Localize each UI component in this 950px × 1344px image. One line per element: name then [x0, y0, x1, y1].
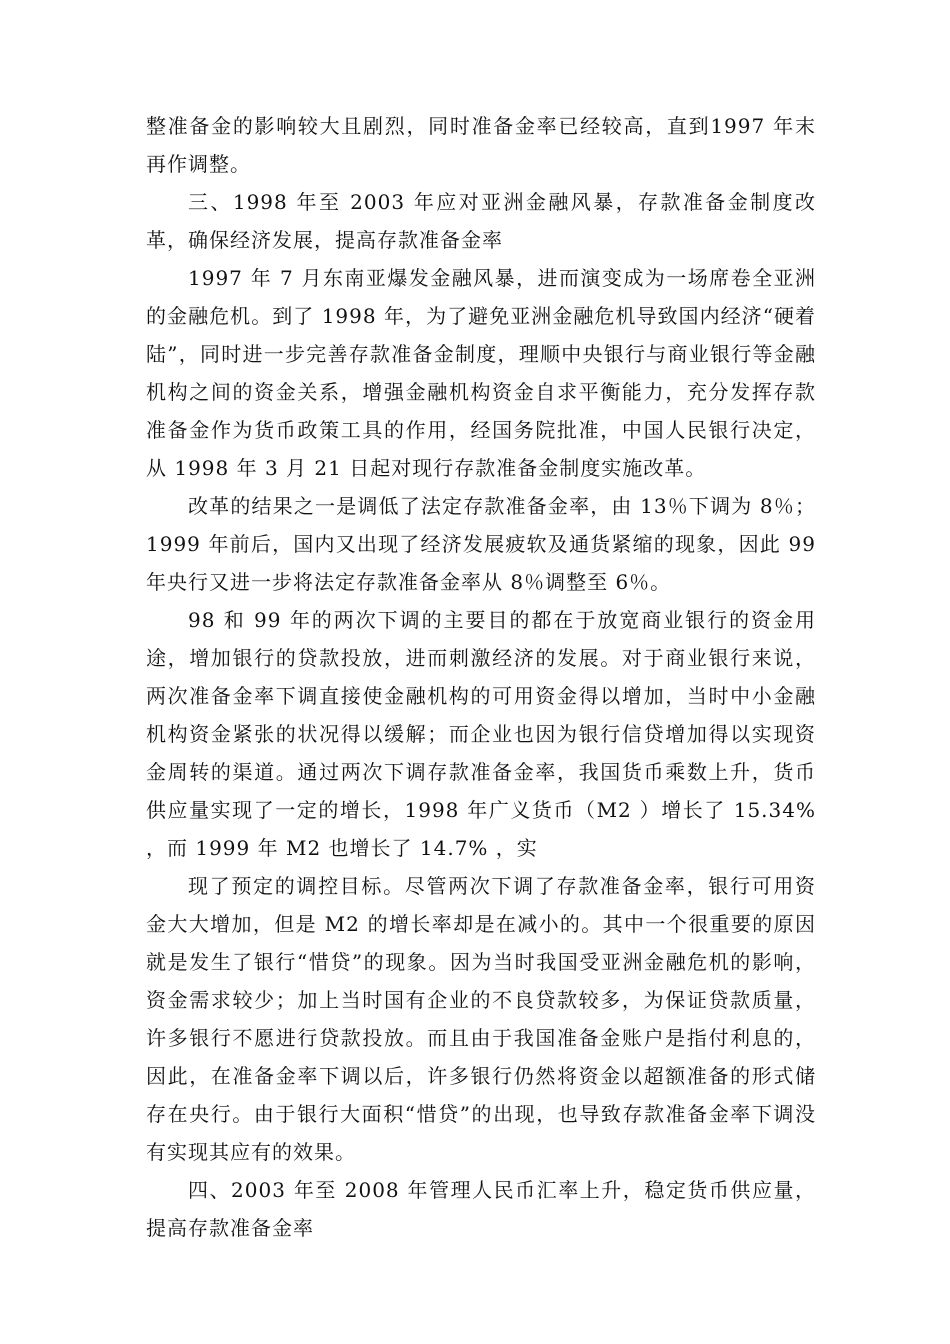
- paragraph-reluctant-lending: 现了预定的调控目标。尽管两次下调了存款准备金率，银行可用资金大大增加，但是 M2 的增长率却是在减小的。其中一个很重要的原因就是发生了银行“惜贷”的现象。因为当时我国受亚洲金融危机的影响，资金需求较少；加上当时国有企业的不良贷款较多，为保证贷款质量，许多银行不愿进行贷款投放。而且由于我国准备金账户是指付利息的，因此，在准备金率下调以后，许多银行仍然将资金以超额准备的形式储存在央行。由于银行大面积“惜贷”的出现，也导致存款准备金率下调没有实现其应有的效果。: [146, 874, 816, 1164]
- document-page: [146, 107, 816, 1247]
- paragraph-financial-crisis: 1997 年 7 月东南亚爆发金融风暴，进而演变成为一场席卷全亚洲的金融危机。到了 1998 年，为了避免亚洲金融危机导致国内经济“硬着陆”，同时进一步完善存款准备金制度，理顺中央银行与商业银行等金融机构之间的资金关系，增强金融机构资金自求平衡能力，充分发挥存款准备金作为货币政策工具的作用，经国务院批准，中国人民银行决定，从 1998 年 3 月 21 日起对现行存款准备金制度实施改革。: [146, 266, 816, 480]
- section-heading-four: 四、2003 年至 2008 年管理人民币汇率上升，稳定货币供应量，提高存款准备金率: [146, 1178, 816, 1240]
- paragraph-reform-result: 改革的结果之一是调低了法定存款准备金率，由 13％下调为 8％；1999 年前后，国内又出现了经济发展疲软及通货紧缩的现象，因此 99 年央行又进一步将法定存款准备金率从 8％调整至 6％。: [146, 494, 816, 594]
- section-heading-three: 三、1998 年至 2003 年应对亚洲金融风暴，存款准备金制度改革，确保经济发展，提高存款准备金率: [146, 190, 816, 252]
- paragraph-continuation: 整准备金的影响较大且剧烈，同时准备金率已经较高，直到1997 年末再作调整。: [146, 114, 816, 176]
- paragraph-rate-cut-purpose: 98 和 99 年的两次下调的主要目的都在于放宽商业银行的资金用途，增加银行的贷款投放，进而刺激经济的发展。对于商业银行来说，两次准备金率下调直接使金融机构的可用资金得以增加，当时中小金融机构资金紧张的状况得以缓解；而企业也因为银行信贷增加得以实现资金周转的渠道。通过两次下调存款准备金率，我国货币乘数上升，货币供应量实现了一定的增长，1998 年广义货币（M2 ）增长了 15.34% ，而 1999 年 M2 也增长了 14.7% ，实: [146, 608, 816, 860]
